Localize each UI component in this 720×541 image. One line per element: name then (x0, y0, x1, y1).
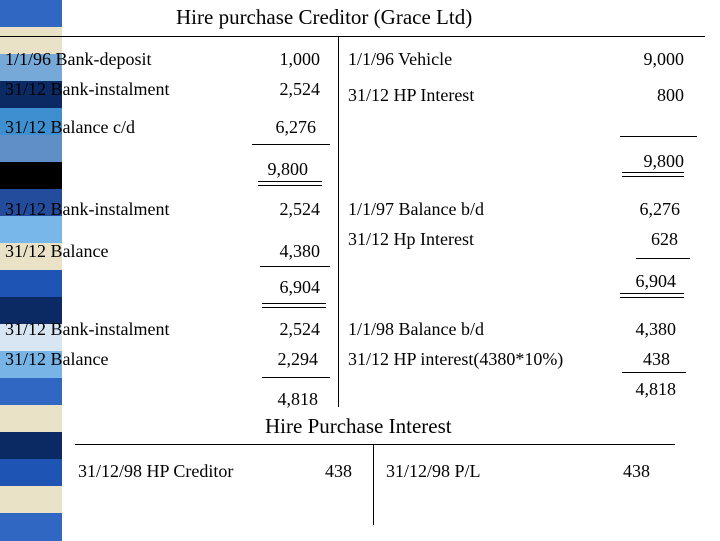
strip-block (0, 405, 62, 433)
ledger-entry-amount: 9,000 (643, 49, 684, 69)
total-double-rule (620, 297, 684, 298)
ledger-entry-amount: 438 (325, 461, 352, 481)
account-center-divider (338, 37, 339, 407)
ledger-entry-label: 1/1/98 Balance b/d (348, 319, 484, 339)
ledger-total: 6,904 (635, 271, 676, 291)
strip-block (0, 270, 62, 298)
strip-block (0, 0, 62, 28)
account-center-divider (373, 445, 374, 525)
subtotal-rule (260, 266, 330, 267)
ledger-entry-label: 31/12 HP interest(4380*10%) (348, 349, 564, 369)
subtotal-rule (262, 377, 330, 378)
ledger-entry-amount: 6,276 (275, 117, 316, 137)
strip-block (0, 432, 62, 460)
ledger-entry-label: 31/12 Balance c/d (5, 117, 135, 137)
ledger-total: 6,904 (279, 277, 320, 297)
account-title: Hire purchase Creditor (Grace Ltd) (176, 5, 473, 29)
ledger-entry-amount: 800 (657, 85, 684, 105)
ledger-entry-label: 1/1/96 Bank-deposit (5, 49, 152, 69)
ledger-total: 4,818 (277, 389, 318, 409)
strip-block (0, 486, 62, 514)
total-double-rule (622, 172, 684, 173)
ledger-entry-label: 31/12 Bank-instalment (5, 79, 170, 99)
ledger-total: 9,800 (643, 151, 684, 171)
ledger-entry-label: 31/12/98 P/L (386, 461, 481, 481)
subtotal-rule (622, 372, 686, 373)
ledger-entry-label: 31/12 Bank-instalment (5, 199, 170, 219)
ledger-entry-label: 31/12 HP Interest (348, 85, 475, 105)
ledger-total: 4,818 (635, 379, 676, 399)
total-double-rule (258, 181, 322, 182)
total-double-rule (262, 303, 326, 304)
account-header-rule (75, 444, 675, 445)
total-double-rule (620, 293, 684, 294)
strip-block (0, 162, 62, 190)
ledger-entry-amount: 4,380 (279, 241, 320, 261)
strip-block (0, 135, 62, 163)
subtotal-rule (252, 144, 330, 145)
total-double-rule (622, 176, 684, 177)
ledger-entry-label: 31/12/98 HP Creditor (78, 461, 234, 481)
ledger-entry-label: 31/12 Balance (5, 349, 109, 369)
subtotal-rule (636, 258, 690, 259)
strip-block (0, 378, 62, 406)
ledger-total: 9,800 (267, 159, 308, 179)
ledger-entry-amount: 1,000 (279, 49, 320, 69)
ledger-entry-amount: 2,524 (279, 319, 320, 339)
ledger-entry-amount: 438 (643, 349, 670, 369)
ledger-entry-amount: 438 (623, 461, 650, 481)
total-double-rule (262, 307, 326, 308)
ledger-entry-amount: 4,380 (635, 319, 676, 339)
ledger-entry-amount: 2,294 (277, 349, 318, 369)
ledger-entry-label: 31/12 Balance (5, 241, 109, 261)
ledger-entry-amount: 628 (651, 229, 678, 249)
ledger-entry-amount: 6,276 (639, 199, 680, 219)
strip-block (0, 513, 62, 541)
strip-block (0, 459, 62, 487)
ledger-entry-label: 1/1/96 Vehicle (348, 49, 453, 69)
account-header-rule (0, 36, 705, 37)
ledger-entry-amount: 2,524 (279, 199, 320, 219)
account-title: Hire Purchase Interest (265, 414, 452, 438)
ledger-entry-label: 31/12 Bank-instalment (5, 319, 170, 339)
total-double-rule (258, 185, 322, 186)
ledger-entry-label: 1/1/97 Balance b/d (348, 199, 484, 219)
ledger-entry-amount: 2,524 (279, 79, 320, 99)
ledger-entry-label: 31/12 Hp Interest (348, 229, 474, 249)
subtotal-rule (620, 136, 697, 137)
